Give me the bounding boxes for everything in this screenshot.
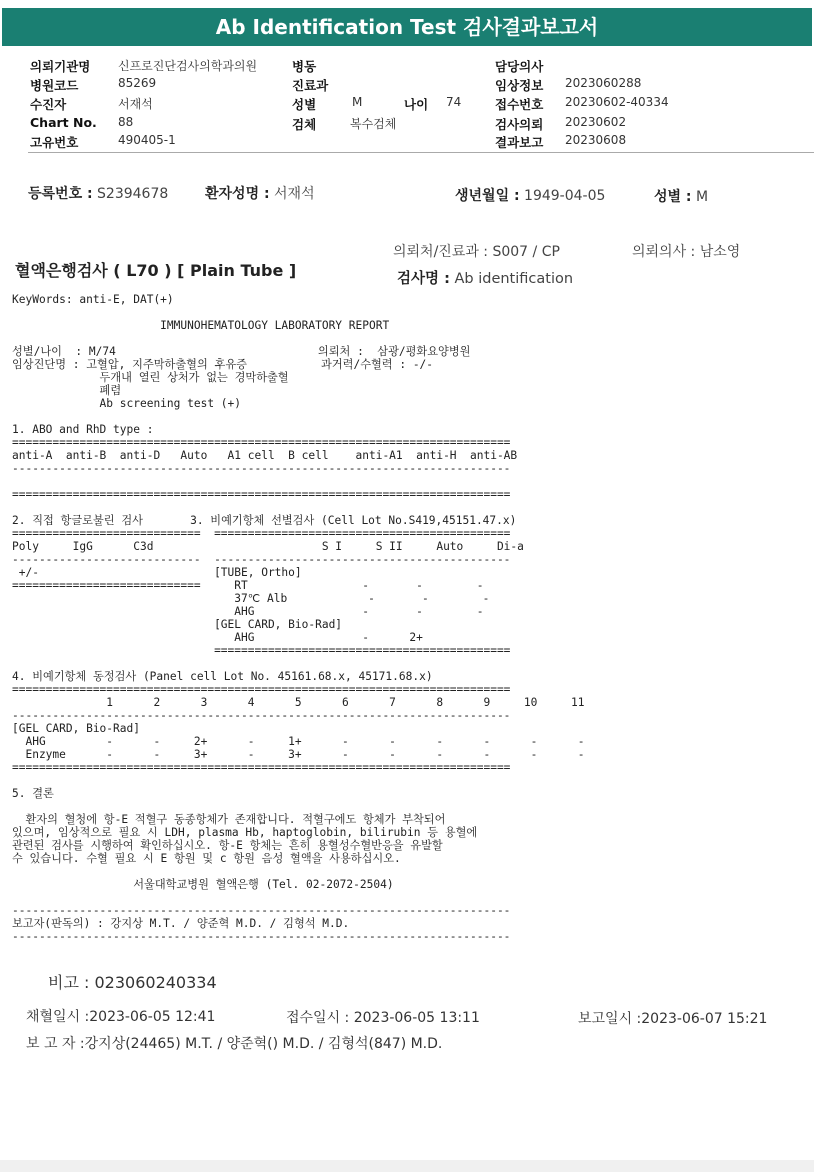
report-title-banner: Ab Identification Test 검사결과보고서	[2, 8, 812, 46]
test-request-label: 검사의뢰	[495, 117, 544, 132]
page-bottom-strip	[0, 1160, 814, 1172]
sex-value: M	[352, 95, 363, 109]
test-name-label: 검사명 :	[397, 271, 450, 287]
result-report-label: 결과보고	[495, 135, 544, 150]
chart-no-label: Chart No.	[30, 115, 97, 130]
patient-sex	[654, 186, 708, 206]
patient-name	[205, 183, 315, 203]
chart-no-value: 88	[118, 115, 134, 129]
request-dept: 의뢰처/진료과 : S007 / CP	[393, 244, 560, 260]
hospital-value: 신프로진단검사의학과의원	[118, 59, 258, 73]
report-time	[578, 1008, 767, 1028]
receive-value: 2023-06-05 13:11	[353, 1010, 480, 1026]
unique-no-label: 고유번호	[30, 135, 79, 150]
receipt-no-value: 20230602-40334	[565, 95, 669, 109]
report-label: 보고일시 :	[578, 1011, 642, 1027]
note	[48, 970, 217, 993]
test-name-value: Ab identification	[454, 271, 574, 287]
reporter-value: 강지상(24465) M.T. / 양준혁() M.D. / 김형석(847) M.D.	[84, 1036, 443, 1052]
patient-label: 수진자	[30, 97, 67, 112]
registration-number	[28, 183, 168, 203]
section-title: 혈액은행검사 ( L70 ) [ Plain Tube ]	[15, 261, 297, 280]
receive-label: 접수일시 :	[286, 1010, 350, 1026]
hospital-label: 의뢰기관명	[30, 59, 91, 74]
reg-label: 등록번호 :	[28, 186, 93, 202]
sex-value-reg: M	[695, 189, 709, 205]
reg-value: S2394678	[97, 186, 169, 202]
reporter-label: 보 고 자 :	[26, 1036, 85, 1052]
reporter	[26, 1033, 442, 1053]
report-value: 2023-06-07 15:21	[641, 1011, 768, 1027]
age-label: 나이	[404, 97, 429, 112]
clinical-info-label: 임상정보	[495, 78, 544, 93]
dob-value: 1949-04-05	[524, 188, 606, 204]
test-request-value: 20230602	[565, 115, 627, 129]
name-value: 서재석	[274, 186, 315, 202]
hospital-code-label: 병원코드	[30, 78, 79, 93]
sex-label-reg: 성별 :	[654, 189, 692, 205]
unique-no-value: 490405-1	[118, 133, 176, 147]
doctor-label: 담당의사	[495, 59, 544, 74]
dept-label: 진료과	[292, 78, 329, 93]
specimen-label: 검체	[292, 117, 317, 132]
test-name	[397, 267, 573, 288]
note-value: 023060240334	[94, 973, 217, 992]
result-report-value: 20230608	[565, 133, 627, 147]
ward-label: 병동	[292, 59, 317, 74]
receipt-time	[286, 1007, 480, 1027]
dob-label: 생년월일 :	[455, 188, 520, 204]
collect-value: 2023-06-05 12:41	[89, 1009, 216, 1025]
header-divider	[28, 152, 814, 153]
clinical-info-value: 2023060288	[565, 76, 642, 90]
specimen-value: 복수검체	[350, 117, 397, 131]
collection-time	[26, 1006, 215, 1026]
age-value: 74	[446, 95, 462, 109]
request-doctor: 의뢰의사 : 남소영	[632, 244, 741, 260]
hospital-code-value: 85269	[118, 76, 157, 90]
receipt-no-label: 접수번호	[495, 97, 544, 112]
patient-value: 서재석	[118, 97, 153, 111]
note-label: 비고 :	[48, 973, 90, 992]
sex-label: 성별	[292, 97, 317, 112]
collect-label: 채혈일시 :	[26, 1009, 90, 1025]
lab-report-text: KeyWords: anti-E, DAT(+) IMMUNOHEMATOLOGY LABORATORY REPORT 성별/나이 : M/74 의뢰처 : 삼광/평화요양병원 임상진단명 : 고혈압, 지주막하출혈의 후유증 과거력/수혈력 : -/- 두개내 열린 상처가 없는 경막하출혈 폐렴 Ab screening test (+) 1. ABO and RhD type : ========================================================================== anti-A anti-B anti-D Auto A1 cell B cell anti-A1 anti-H anti-AB -------------------------------------------------------------------------- ========================================================================== 2. 직접 항글로불린 검사 3. 비예기항체 선별검사 (Cell Lot No.S419,45151.47.x) ============================ ============================================ Poly IgG C3d S I S II Auto Di-a ---------------------------- -------------------------------------------- +/- [TUBE, Ortho] ============================ RT - - - 37℃ Alb - - - AHG - - - [GEL CARD, Bio-Rad] AHG - 2+ ============================================ 4. 비예기항체 동정검사 (Panel cell Lot No. 45161.68.x, 45171.68.x) ========================================================================== 1 2 3 4 5 6 7 8 9 10 11 -------------------------------------------------------------------------- [GEL CARD, Bio-Rad] AHG - - 2+ - 1+ - - - - - - Enzyme - - 3+ - 3+ - - - - - - ========================================================================== 5. 결론 환자의 혈청에 항-E 적혈구 동종항체가 존재합니다. 적혈구에도 항체가 부착되어 있으며, 임상적으로 필요 시 LDH, plasma Hb, haptoglobin, bilirubin 등 용혈에 관련된 검사를 시행하여 확인하십시오. 항-E 항체는 흔히 용혈성수혈반응을 유발할 수 있습니다. 수혈 필요 시 E 항원 및 c 항원 음성 혈액을 사용하십시오. 서울대학교병원 혈액은행 (Tel. 02-2072-2504) -------------------------------------------------------------------------- 보고자(판독의) : 강지상 M.T. / 양준혁 M.D. / 김형석 M.D. --------------------------------------------------------------------------	[12, 293, 585, 943]
name-label: 환자성명 :	[205, 186, 270, 202]
date-of-birth	[455, 185, 605, 205]
